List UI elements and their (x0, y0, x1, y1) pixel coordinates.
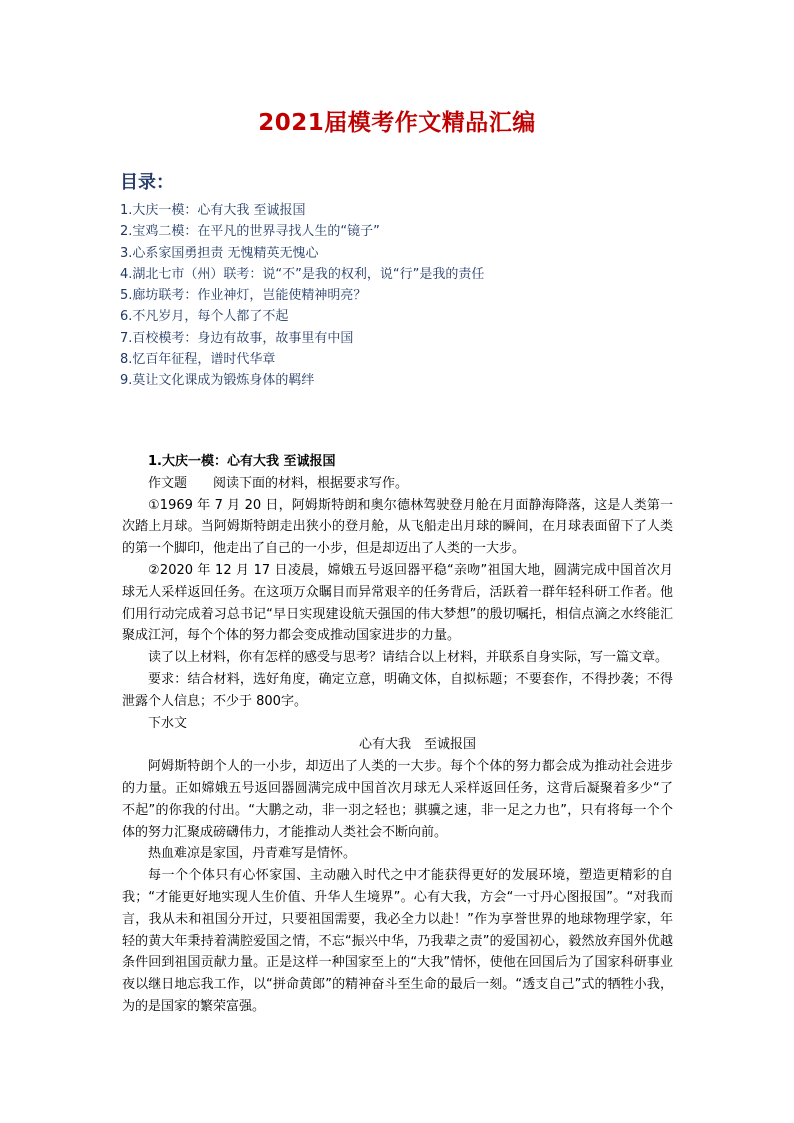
section-heading: 1.大庆一模：心有大我 至诚报国 (148, 454, 336, 469)
toc-item-6[interactable]: 6.不凡岁月，每个人都了不起 (120, 309, 289, 325)
material-paragraph-1: ①1969 年 7 月 20 日，阿姆斯特朗和奥尔德林驾驶登月舱在月面静海降落，这是人类第一次踏上月球。当阿姆斯特朗走出狭小的登月舱，从飞船走出月球的瞬间，在月球表面留下了人类的第一个脚印，他走出了自己的一小步，但是却迈出了人类的一大步。 (122, 497, 673, 557)
toc-item-9[interactable]: 9.莫让文化课成为锻炼身体的羁绊 (120, 373, 315, 389)
essay-paragraph-2: 热血难凉是家国，丹青难写是情怀。 (148, 846, 357, 862)
toc-item-8[interactable]: 8.忆百年征程，谱时代华章 (120, 352, 276, 368)
toc-item-7[interactable]: 7.百校模考：身边有故事，故事里有中国 (120, 330, 354, 346)
task-paragraph: 读了以上材料，你有怎样的感受与思考？请结合以上材料，并联系自身实际，写一篇文章。 (148, 650, 669, 666)
toc-item-1[interactable]: 1.大庆一模：心有大我 至诚报国 (120, 203, 306, 218)
document-title: 2021届模考作文精品汇编 (258, 110, 536, 136)
essay-paragraph-3: 每一个个体只有心怀家国、主动融入时代之中才能获得更好的发展环境，塑造更精彩的自我；“才能更好地实现人生价值、升华人生境界”。心有大我，方会“一寸丹心图报国”。“对我而言，我从未和祖国分开过，只要祖国需要，我必全力以赴！”作为享誉世界的地球物理学家，年轻的黄大年秉持着满腔爱国之情，不忘“振兴中华，乃我辈之责”的爱国初心，毅然放弃国外优越条件回到祖国贡献力量。正是这样一种国家至上的“大我”情怀，使他在回国后为了国家科研事业夜以继日地忘我工作，以“拼命黄郎”的精神奋斗至生命的最后一刻。“透支自己”式的牺牲小我，为的是国家的繁荣富强。 (122, 868, 673, 1014)
toc-item-5[interactable]: 5.廊坊联考：作业神灯，岂能使精神明亮？ (120, 288, 367, 304)
table-of-contents (120, 200, 484, 392)
essay-paragraph-1: 阿姆斯特朗个人的一小步，却迈出了人类的一大步。每个个体的努力都会成为推动社会进步的力量。正如嫦娥五号返回器圆满完成中国首次月球无人采样返回任务，这背后凝聚着多少“了不起”的你我的付出。“大鹏之动，非一羽之轻也；骐骥之速，非一足之力也”，只有将每一个个体的努力汇聚成磅礴伟力，才能推动人类社会不断向前。 (122, 759, 673, 840)
prompt-line (122, 473, 673, 495)
toc-item-4[interactable]: 4.湖北七市（州）联考：说“不”是我的权利，说“行”是我的责任 (120, 266, 485, 282)
section-1-body (122, 451, 673, 1018)
prompt-intro: 阅读下面的材料，根据要求写作。 (213, 475, 409, 491)
toc-heading: 目录： (120, 172, 174, 193)
sample-essay-label: 下水文 (148, 715, 188, 731)
prompt-label: 作文题 (148, 475, 188, 491)
toc-item-2[interactable]: 2.宝鸡二模：在平凡的世界寻找人生的“镜子” (120, 224, 380, 240)
material-paragraph-2: ②2020 年 12 月 17 日凌晨，嫦娥五号返回器平稳“亲吻”祖国大地，圆满完成中国首次月球无人采样返回任务。在这项万众瞩目而异常艰辛的任务背后，活跃着一群年轻科研工作者。他们用行动完成着习总书记“早日实现建设航天强国的伟大梦想”的殷切嘱托，相信点滴之水终能汇聚成江河，每个个体的努力都会变成推动国家进步的力量。 (122, 562, 673, 644)
requirements-paragraph: 要求：结合材料，选好角度，确定立意，明确文体，自拟标题；不要套作，不得抄袭；不得泄露个人信息；不少于 800字。 (122, 671, 673, 709)
essay-title: 心有大我 至诚报国 (358, 737, 476, 753)
toc-item-3[interactable]: 3.心系家国勇担责 无愧精英无愧心 (120, 245, 319, 261)
